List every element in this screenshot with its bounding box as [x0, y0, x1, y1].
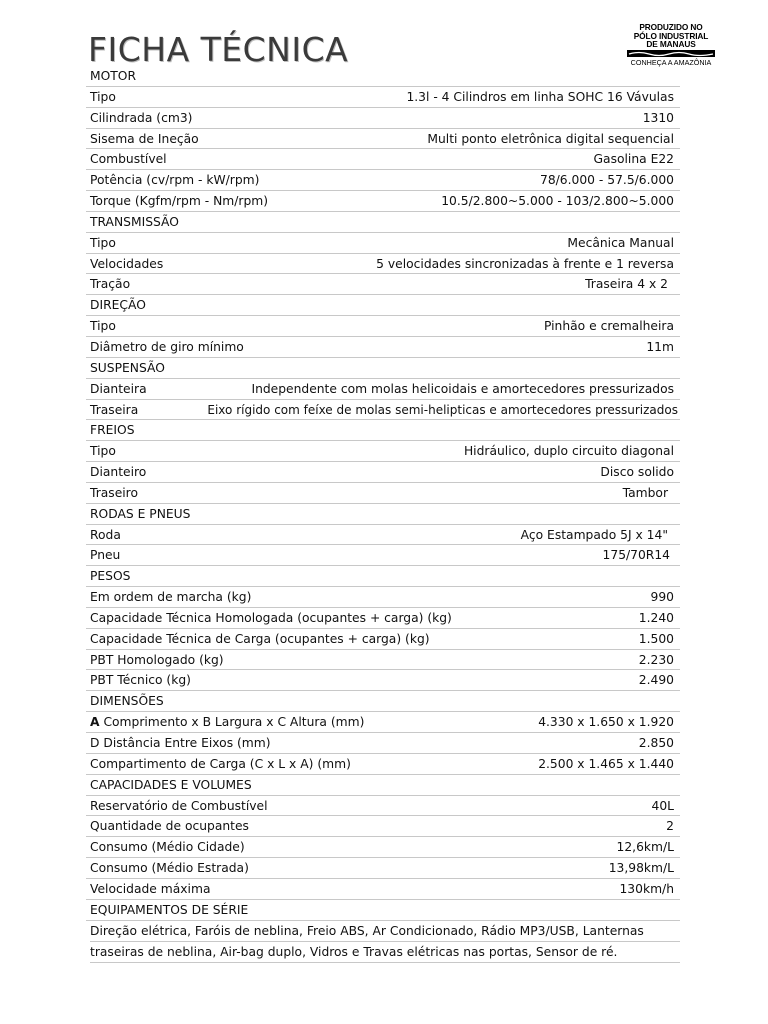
spec-value: Traseira 4 x 2	[585, 277, 668, 292]
spec-value: 11m	[646, 339, 674, 354]
spec-value: Multi ponto eletrônica digital sequencial	[427, 131, 674, 146]
spec-label: Potência (cv/rpm - kW/rpm)	[90, 173, 260, 188]
spec-label: Tipo	[90, 235, 116, 250]
section-title: DIREÇÃO	[90, 298, 146, 313]
spec-row	[86, 650, 680, 671]
spec-value: 40L	[651, 798, 674, 813]
spec-row	[86, 108, 680, 129]
spec-value: 2.500 x 1.465 x 1.440	[538, 756, 674, 771]
section-heading-dimensoes	[86, 691, 680, 712]
spec-value: Eixo rígido com feíxe de molas semi-helipticas e amortecedores pressurizados	[207, 402, 678, 417]
spec-value: 78/6.000 - 57.5/6.000	[540, 173, 674, 188]
spec-value: 4.330 x 1.650 x 1.920	[538, 715, 674, 730]
spec-row	[86, 274, 680, 295]
spec-label: Sisema de Ineção	[90, 131, 199, 146]
spec-value: 175/70R14	[602, 548, 670, 563]
spec-label: Capacidade Técnica Homologada (ocupantes + carga) (kg)	[90, 610, 452, 625]
spec-row	[86, 149, 680, 170]
spec-label: Velocidades	[90, 256, 164, 271]
spec-label: Em ordem de marcha (kg)	[90, 590, 252, 605]
river-icon	[627, 50, 715, 57]
spec-sheet	[86, 66, 680, 963]
spec-label: Tipo	[90, 319, 116, 334]
section-title: RODAS E PNEUS	[90, 506, 191, 521]
spec-value: 1.240	[638, 610, 674, 625]
spec-value: Independente com molas helicoidais e amortecedores pressurizados	[251, 381, 674, 396]
spec-label: PBT Técnico (kg)	[90, 673, 191, 688]
spec-value: 2.490	[638, 673, 674, 688]
spec-row	[86, 462, 680, 483]
spec-row	[86, 816, 680, 837]
spec-row	[86, 129, 680, 150]
spec-value: 10.5/2.800~5.000 - 103/2.800~5.000	[441, 194, 674, 209]
spec-label: PBT Homologado (kg)	[90, 652, 224, 667]
spec-value: 2.230	[638, 652, 674, 667]
section-heading-transmissao	[86, 212, 680, 233]
spec-row	[86, 483, 680, 504]
spec-row	[86, 545, 680, 566]
spec-label: Cilindrada (cm3)	[90, 110, 193, 125]
spec-label: Pneu	[90, 548, 121, 563]
section-title: PESOS	[90, 569, 131, 584]
spec-row	[86, 316, 680, 337]
spec-label: Tipo	[90, 444, 116, 459]
spec-row	[86, 400, 680, 421]
spec-label: Reservatório de Combustível	[90, 798, 268, 813]
spec-label: Torque (Kgfm/rpm - Nm/rpm)	[90, 194, 269, 209]
spec-row	[86, 670, 680, 691]
spec-label: Traseira	[90, 402, 139, 417]
logo-line-2: PÓLO INDUSTRIAL	[633, 30, 709, 41]
section-heading-motor	[86, 66, 680, 87]
spec-value: 990	[650, 590, 674, 605]
section-title: EQUIPAMENTOS DE SÉRIE	[90, 902, 249, 917]
spec-label	[90, 712, 364, 732]
spec-value: 2.850	[638, 736, 674, 750]
spec-label: Dianteira	[90, 381, 147, 396]
spec-value: Aço Estampado 5J x 14"	[520, 527, 668, 542]
section-title: SUSPENSÃO	[90, 360, 165, 375]
logo-line-1: PRODUZIDO NO	[639, 22, 703, 32]
spec-row	[86, 608, 680, 629]
spec-row	[86, 837, 680, 858]
spec-value: Hidráulico, duplo circuito diagonal	[463, 444, 674, 459]
spec-row	[86, 879, 680, 900]
spec-value: Pinhão e cremalheira	[544, 319, 674, 334]
section-heading-direcao	[86, 295, 680, 316]
spec-label: Tração	[90, 277, 131, 292]
logo-tagline: CONHEÇA A AMAZÔNIA	[630, 57, 712, 67]
spec-row	[86, 170, 680, 191]
spec-value: Disco solido	[600, 465, 674, 480]
section-heading-equipamentos	[86, 900, 680, 921]
manaus-logo	[625, 23, 717, 71]
spec-value: 130km/h	[619, 881, 674, 896]
dimension-letter: A	[90, 715, 100, 730]
section-title: CAPACIDADES E VOLUMES	[90, 777, 252, 792]
spec-value: 5 velocidades sincronizadas à frente e 1 reversa	[376, 256, 674, 271]
spec-value: 1.500	[638, 631, 674, 646]
dimension-label: Comprimento x B Largura x C Altura (mm)	[99, 715, 365, 730]
spec-value: 2	[666, 819, 674, 834]
section-heading-capacidades	[86, 775, 680, 796]
section-heading-freios	[86, 420, 680, 441]
logo-line-3: DE MANAUS	[646, 39, 696, 49]
spec-value: 1310	[642, 110, 674, 125]
spec-row	[86, 233, 680, 254]
spec-value: Tambor	[622, 485, 668, 500]
spec-label: Traseiro	[90, 485, 138, 500]
spec-label: D Distância Entre Eixos (mm)	[90, 736, 271, 750]
equipment-list	[86, 921, 680, 963]
spec-value: Gasolina E22	[593, 152, 674, 167]
spec-value: 1.3l - 4 Cilindros em linha SOHC 16 Vávulas	[406, 89, 674, 104]
spec-value: 13,98km/L	[608, 861, 674, 876]
spec-label: Tipo	[90, 89, 116, 104]
spec-label: Compartimento de Carga (C x L x A) (mm)	[90, 756, 351, 771]
spec-row	[86, 754, 680, 775]
spec-label: Roda	[90, 527, 121, 542]
equipment-line-2: traseiras de neblina, Air-bag duplo, Vidros e Travas elétricas nas portas, Sensor de ré.	[90, 942, 680, 963]
section-heading-suspensao	[86, 358, 680, 379]
spec-label: Combustível	[90, 152, 167, 167]
spec-label: Consumo (Médio Cidade)	[90, 840, 245, 855]
spec-row	[86, 441, 680, 462]
spec-label: Capacidade Técnica de Carga (ocupantes + carga) (kg)	[90, 631, 430, 646]
section-heading-rodas	[86, 504, 680, 525]
section-title: FREIOS	[90, 423, 135, 438]
spec-row	[86, 379, 680, 400]
section-title: TRANSMISSÃO	[90, 214, 179, 229]
spec-label: Velocidade máxima	[90, 881, 211, 896]
spec-row	[86, 525, 680, 546]
spec-row	[86, 629, 680, 650]
spec-label: Quantidade de ocupantes	[90, 819, 249, 834]
section-title: MOTOR	[90, 69, 137, 83]
spec-row	[86, 712, 680, 733]
spec-row	[86, 87, 680, 108]
spec-row	[86, 254, 680, 275]
equipment-line-1: Direção elétrica, Faróis de neblina, Freio ABS, Ar Condicionado, Rádio MP3/USB, Lanternas	[90, 921, 680, 942]
page-title: FICHA TÉCNICA	[88, 30, 349, 69]
spec-row	[86, 858, 680, 879]
spec-row	[86, 337, 680, 358]
spec-row	[86, 733, 680, 754]
spec-row	[86, 796, 680, 817]
spec-value: Mecânica Manual	[567, 235, 674, 250]
section-heading-pesos	[86, 566, 680, 587]
spec-label: Diâmetro de giro mínimo	[90, 339, 244, 354]
spec-row	[86, 587, 680, 608]
spec-value: 12,6km/L	[616, 840, 674, 855]
spec-label: Consumo (Médio Estrada)	[90, 861, 249, 876]
spec-label: Dianteiro	[90, 465, 147, 480]
section-title: DIMENSÕES	[90, 694, 164, 709]
spec-row	[86, 191, 680, 212]
